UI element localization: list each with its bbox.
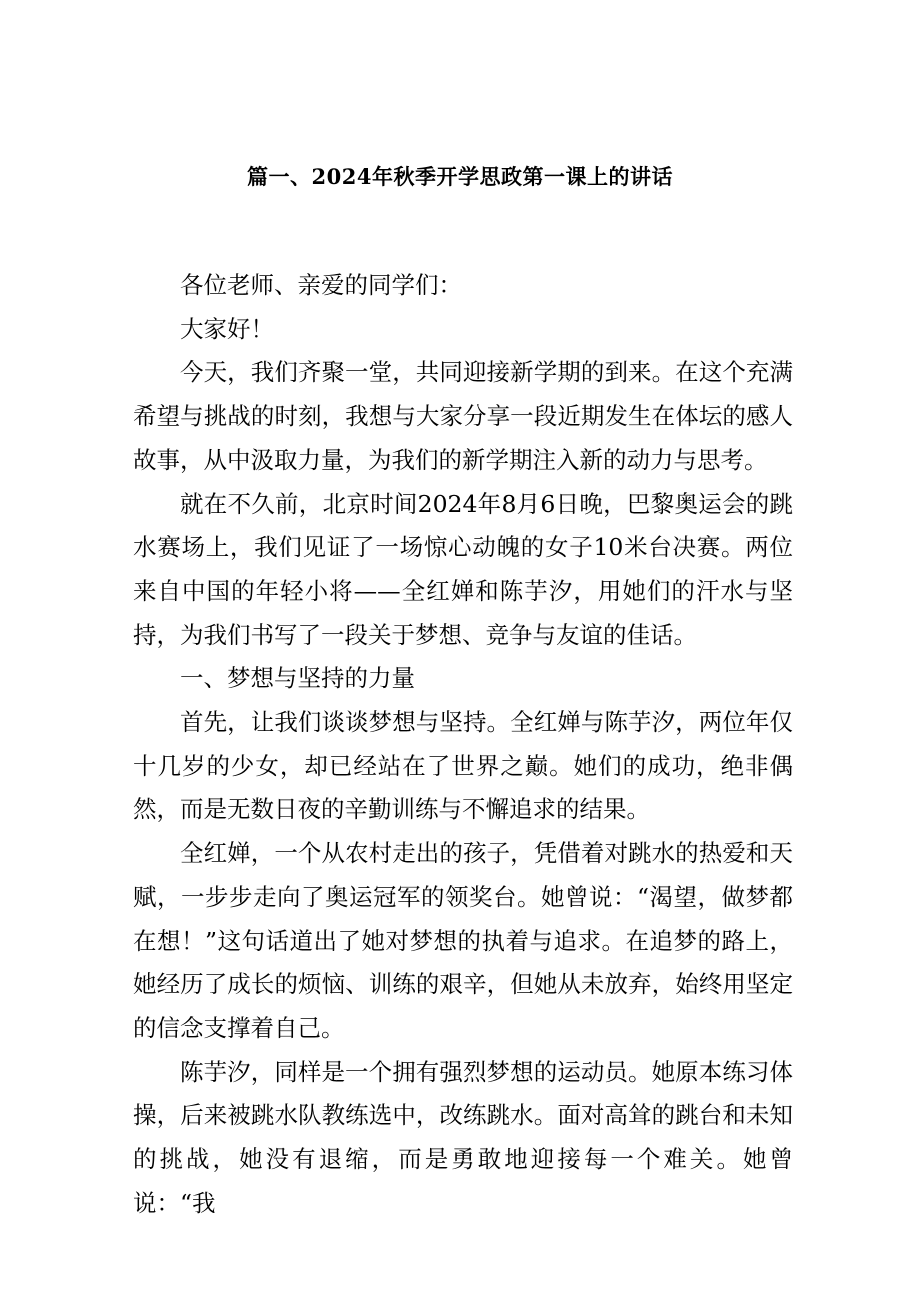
paragraph-salutation: 各位老师、亲爱的同学们： xyxy=(180,271,462,299)
paragraph-intro: 今天，我们齐聚一堂，共同迎接新学期的到来。在这个充满希望与挑战的时刻，我想与大家分享一段近期发生在体坛的感人故事，从中汲取力量，为我们的新学期注入新的动力与思考。 xyxy=(133,358,793,474)
paragraph-greeting: 大家好！ xyxy=(180,314,274,343)
document-body xyxy=(133,264,793,1225)
paragraph-quan-hongchan: 全红婵，一个从农村走出的孩子，凭借着对跳水的热爱和天赋，一步步走向了奥运冠军的领奖台。她曾说：“渴望，做梦都在想！”这句话道出了她对梦想的执着与追求。在追梦的路上，她经历了成长的烦恼、训练的艰辛，但她从未放弃，始终用坚定的信念支撑着自己。 xyxy=(133,839,793,1042)
paragraph-event: 就在不久前，北京时间2024年8月6日晚，巴黎奥运会的跳水赛场上，我们见证了一场惊心动魄的女子10米台决赛。两位来自中国的年轻小将——全红婵和陈芋汐，用她们的汗水与坚持，为我们书写了一段关于梦想、竞争与友谊的佳话。 xyxy=(133,489,793,649)
paragraph-dream-persistence: 首先，让我们谈谈梦想与坚持。全红婵与陈芋汐，两位年仅十几岁的少女，却已经站在了世界之巅。她们的成功，绝非偶然，而是无数日夜的辛勤训练与不懈追求的结果。 xyxy=(133,708,793,824)
document-title: 篇一、2024年秋季开学思政第一课上的讲话 xyxy=(247,164,673,189)
paragraph-chen-yuxi: 陈芋汐，同样是一个拥有强烈梦想的运动员。她原本练习体操，后来被跳水队教练选中，改练跳水。面对高耸的跳台和未知的挑战，她没有退缩，而是勇敢地迎接每一个难关。她曾说：“我 xyxy=(133,1057,793,1217)
section-heading-dream-persistence: 一、梦想与坚持的力量 xyxy=(180,664,415,693)
